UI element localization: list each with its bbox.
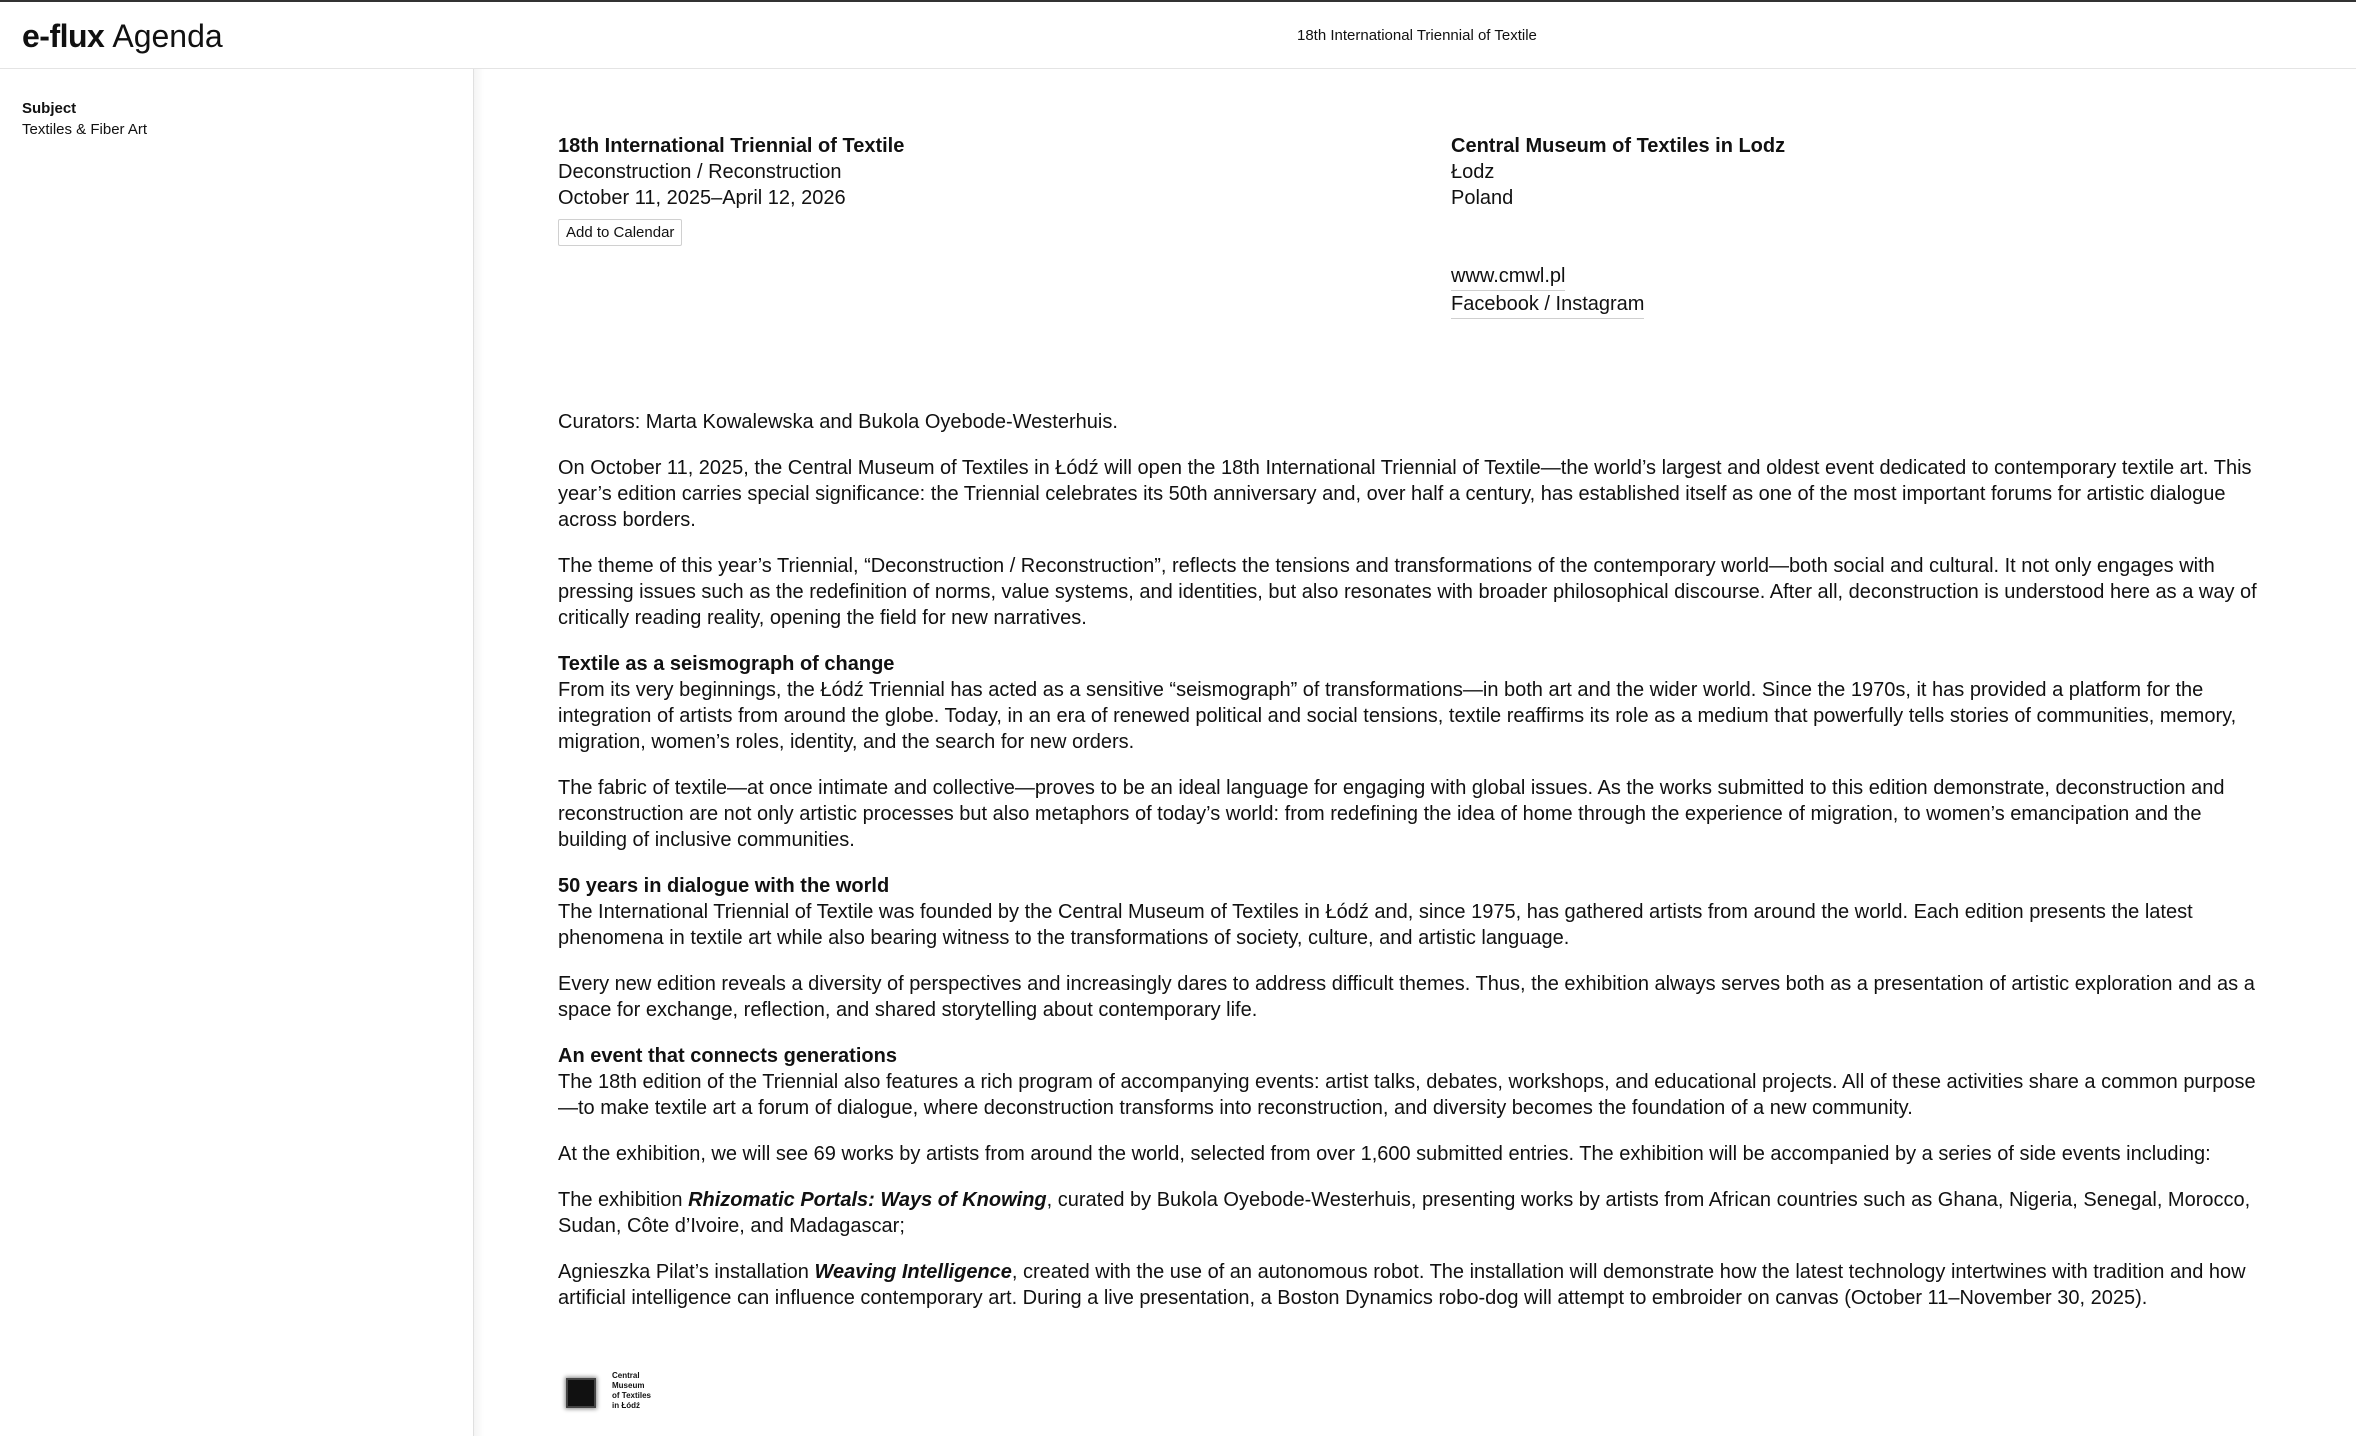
paragraph: Every new edition reveals a diversity of perspectives and increasingly dares to address difficult themes. Thus, the exhibition always serves both as a presentation of artistic exploration and as a space for exchange, reflection, and shared storytelling about contemporary life. bbox=[558, 973, 2255, 1021]
subject-filter-label: Subject bbox=[22, 100, 77, 117]
paragraph: The fabric of textile—at once intimate and collective—proves to be an ideal language for engaging with global issues. As the works submitted to this edition demonstrate, deconstruction and reconstruction are not only artistic processes but also metaphors of today’s world: from redefining the idea of home through the experience of migration, to women’s emancipation and the building of inclusive communities. bbox=[558, 777, 2225, 851]
event-info bbox=[558, 133, 1358, 246]
installation-paragraph bbox=[558, 1259, 2268, 1311]
paragraph: The theme of this year’s Triennial, “Deconstruction / Reconstruction”, reflects the tensions and transformations of the contemporary world—both social and cultural. It not only engages with pressing issues such as the redefinition of norms, value systems, and identities, but also resonates with broader philosophical discourse. After all, deconstruction is understood here as a way of critically reading reality, opening the field for new narratives. bbox=[558, 555, 2257, 629]
text: , curated by Bukola Oyebode-Westerhuis, presenting works by artists from African countries such as Ghana, Nigeria, Senegal, Morocco, Sudan, Côte d’Ivoire, and Madagascar; bbox=[558, 1189, 2251, 1237]
paragraph: At the exhibition, we will see 69 works by artists from around the world, selected from over 1,600 submitted entries. The exhibition will be accompanied by a series of side events including: bbox=[558, 1143, 2211, 1165]
paragraph: From its very beginnings, the Łódź Triennial has acted as a sensitive “seismograph” of transformations—in both art and the wider world. Since the 1970s, it has provided a platform for the integration of artists from around the globe. Today, in an era of renewed political and social tensions, textile reaffirms its role as a medium that powerfully tells stories of communities, memory, migration, women’s roles, identity, and the search for new orders. bbox=[558, 679, 2237, 753]
event-dates: October 11, 2025–April 12, 2026 bbox=[558, 187, 846, 209]
work-title: Rhizomatic Portals: Ways of Knowing bbox=[688, 1189, 1047, 1211]
logo-section: Agenda bbox=[112, 18, 223, 54]
section-heading: 50 years in dialogue with the world bbox=[558, 875, 890, 897]
logo-line: Museum bbox=[612, 1381, 645, 1390]
venue-name: Central Museum of Textiles in Lodz bbox=[1451, 135, 1786, 157]
venue-country: Poland bbox=[1451, 187, 1514, 209]
venue-links bbox=[1451, 263, 2151, 319]
site-logo[interactable] bbox=[22, 16, 223, 56]
paragraph: On October 11, 2025, the Central Museum of Textiles in Łódź will open the 18th International Triennial of Textile—the world’s largest and oldest event dedicated to contemporary textile art. This year’s edition carries special significance: the Triennial celebrates its 50th anniversary and, over half a century, has established itself as one of the most important forums for artistic dialogue across borders. bbox=[558, 457, 2252, 531]
museum-logo-text bbox=[612, 1371, 672, 1411]
logo-line: in Łódź bbox=[612, 1401, 640, 1410]
exhibition-paragraph bbox=[558, 1187, 2268, 1239]
top-bar bbox=[0, 2, 2356, 69]
article-body bbox=[558, 409, 2268, 1331]
text: The exhibition bbox=[558, 1189, 689, 1211]
curators-paragraph: Curators: Marta Kowalewska and Bukola Oyebode-Westerhuis. bbox=[558, 411, 1118, 433]
instagram-link[interactable]: Instagram bbox=[1555, 293, 1645, 315]
logo-line: of Textiles bbox=[612, 1391, 651, 1400]
link-separator: / bbox=[1544, 293, 1550, 315]
paragraph: The International Triennial of Textile was founded by the Central Museum of Textiles in Łódź and, since 1975, has gathered artists from around the world. Each edition presents the latest phenomena in textile art while also bearing witness to the transformations of society, culture, and artistic language. bbox=[558, 901, 2193, 949]
paragraph: The 18th edition of the Triennial also features a rich program of accompanying events: artist talks, debates, workshops, and educational projects. All of these activities share a common purpose—to make textile art a forum of dialogue, where deconstruction transforms into reconstruction, and diversity becomes the foundation of a new community. bbox=[558, 1071, 2256, 1119]
subject-filter-value[interactable]: Textiles & Fiber Art bbox=[22, 121, 148, 138]
facebook-link[interactable]: Facebook bbox=[1451, 293, 1539, 315]
sidebar bbox=[0, 69, 474, 1436]
venue-info bbox=[1451, 133, 2151, 319]
text: , created with the use of an autonomous robot. The installation will demonstrate how the latest technology intertwines with tradition and how artificial intelligence can influence contemporary art. During a live presentation, a Boston Dynamics robo-dog will attempt to embroider on canvas (October 11–November 30, 2025). bbox=[558, 1261, 2246, 1309]
event-subtitle: Deconstruction / Reconstruction bbox=[558, 161, 842, 183]
museum-logo-mark bbox=[568, 1380, 594, 1406]
logo-brand: e-flux bbox=[22, 18, 105, 54]
sidebar-shadow bbox=[474, 69, 484, 1436]
work-title: Weaving Intelligence bbox=[814, 1261, 1012, 1283]
logo-line: Central bbox=[612, 1371, 640, 1380]
section-heading: Textile as a seismograph of change bbox=[558, 653, 895, 675]
venue-city: Łodz bbox=[1451, 161, 1495, 183]
section-heading: An event that connects generations bbox=[558, 1045, 897, 1067]
text: Agnieszka Pilat’s installation bbox=[558, 1261, 815, 1283]
event-title: 18th International Triennial of Textile bbox=[558, 135, 905, 157]
header-title: 18th International Triennial of Textile bbox=[1297, 27, 1537, 44]
venue-website-link[interactable]: www.cmwl.pl bbox=[1451, 263, 1565, 291]
add-to-calendar-button[interactable]: Add to Calendar bbox=[558, 219, 682, 246]
